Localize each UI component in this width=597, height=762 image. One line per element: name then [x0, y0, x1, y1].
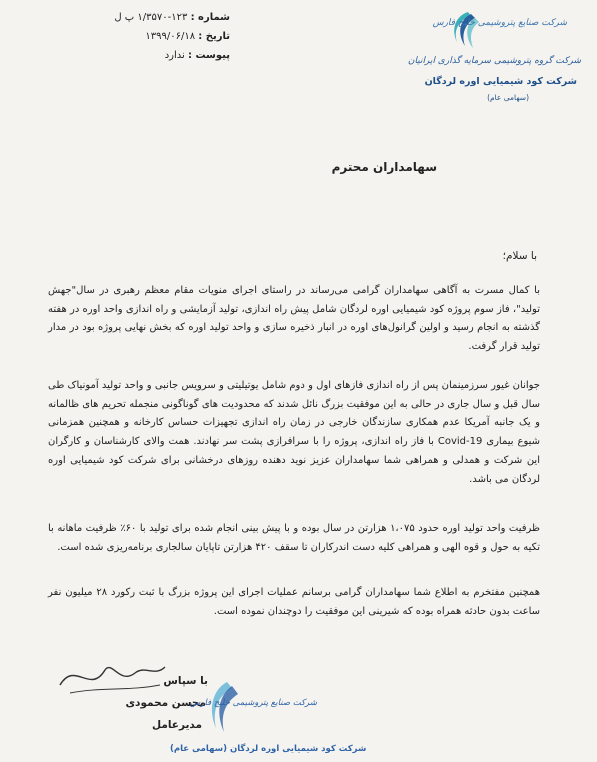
letter-number-value: ۱۲۳-۱/۳۵۷۰ پ ل	[114, 12, 188, 23]
letter-attachment	[60, 46, 230, 65]
signer-title: مدیرعامل	[151, 719, 202, 731]
letter-greeting: با سلام؛	[502, 250, 537, 262]
stamp-emblem-icon	[202, 678, 252, 738]
logo-company-name: شرکت کود شیمیایی اوره لردگان	[424, 76, 577, 87]
letter-number-label: شماره :	[190, 12, 230, 23]
paragraph-4: همچنین مفتخرم به اطلاع شما سهامداران گرامی برسانم عملیات اجرای این پروژه بزرگ با ثبت رکورد ۲۸ میلیون نفر ساعت بدون حادثه همراه بوده که شیرینی این موفقیت را دوچندان نموده است.	[48, 587, 540, 617]
paragraph-2: جوانان غیور سرزمینمان پس از راه اندازی فازهای اول و دوم شامل یوتیلیتی و سرویس جانبی و واحد تولید آمونیاک طی سال قبل و سال جاری در حالی به این موفقیت بزرگ نائل شدند که محدودیت های گوناگونی منجمله تحریم های ظالمانه و یک جانبه آمریکا عدم همکاری سازندگان خارجی در زمان راه اندازی تجهیزات حساس کارخانه و همچنین همزمانی شیوع بیماری Covid-19 با فاز راه اندازی، پروژه را با سرافرازی پشت سر نهادند. همت والای کارشناسان و کارگران این شرکت و همدلی و همراهی شما سهامداران عزیز نوید دهنده روزهای درخشانی برای شرکت کود شیمیایی اوره لردگان می باشد.	[48, 380, 541, 485]
letter-title: سهامداران محترم	[331, 160, 437, 174]
letter-date-label: تاریخ :	[198, 31, 230, 42]
signer-name: محسن محمودی	[125, 697, 206, 709]
company-stamp	[140, 660, 367, 760]
letter-meta	[60, 8, 230, 65]
stamp-line2: شرکت کود شیمیایی اوره لردگان (سهامی عام)	[170, 744, 367, 754]
closing-text: با سپاس	[163, 675, 208, 687]
stamp-line1: شرکت صنایع پتروشیمی خلیج فارس	[190, 698, 317, 708]
letter-attachment-label: پیوست :	[187, 50, 230, 61]
letter-number	[60, 8, 230, 27]
paragraph-3: ظرفیت واحد تولید اوره حدود ۱،۰۷۵ هزارتن در سال بوده و با پیش بینی انجام شده برای تولید با ۶۰٪ ظرفیت ماهانه با تکیه به حول و قوه الهی و همراهی کلیه دست اندرکاران تا سقف ۴۲۰ هزارتن تاپایان سالجاری برنامه‌ریزی شده است.	[48, 523, 540, 553]
letter-date-value: ۱۳۹۹/۰۶/۱۸	[145, 31, 196, 42]
logo-company-type: (سهامی عام)	[487, 93, 529, 102]
logo-line2: شرکت گروه پتروشیمی سرمایه گذاری ایرانیان	[407, 56, 581, 66]
letter-date	[60, 27, 230, 46]
paragraph-1: با کمال مسرت به آگاهی سهامداران گرامی می‌رساند در راستای اجرای منویات مقام معظم رهبری در سال"جهش تولید"، فاز سوم پروژه کود شیمیایی اوره لردگان شامل پیش راه اندازی، تولید آزمایشی و راه اندازی واحد اوره در هفته گذشته به انجام رسید و اولین گرانول‌های اوره در انبار ذخیره سازی و واحد تولید اوره که بخش نهایی پروژه بود در مدار تولید قرار گرفت.	[48, 285, 540, 353]
logo-line1: شرکت صنایع پتروشیمی خلیج فارس	[432, 18, 567, 28]
logo-emblem-icon	[445, 8, 491, 54]
letter-attachment-value: ندارد	[164, 50, 185, 61]
